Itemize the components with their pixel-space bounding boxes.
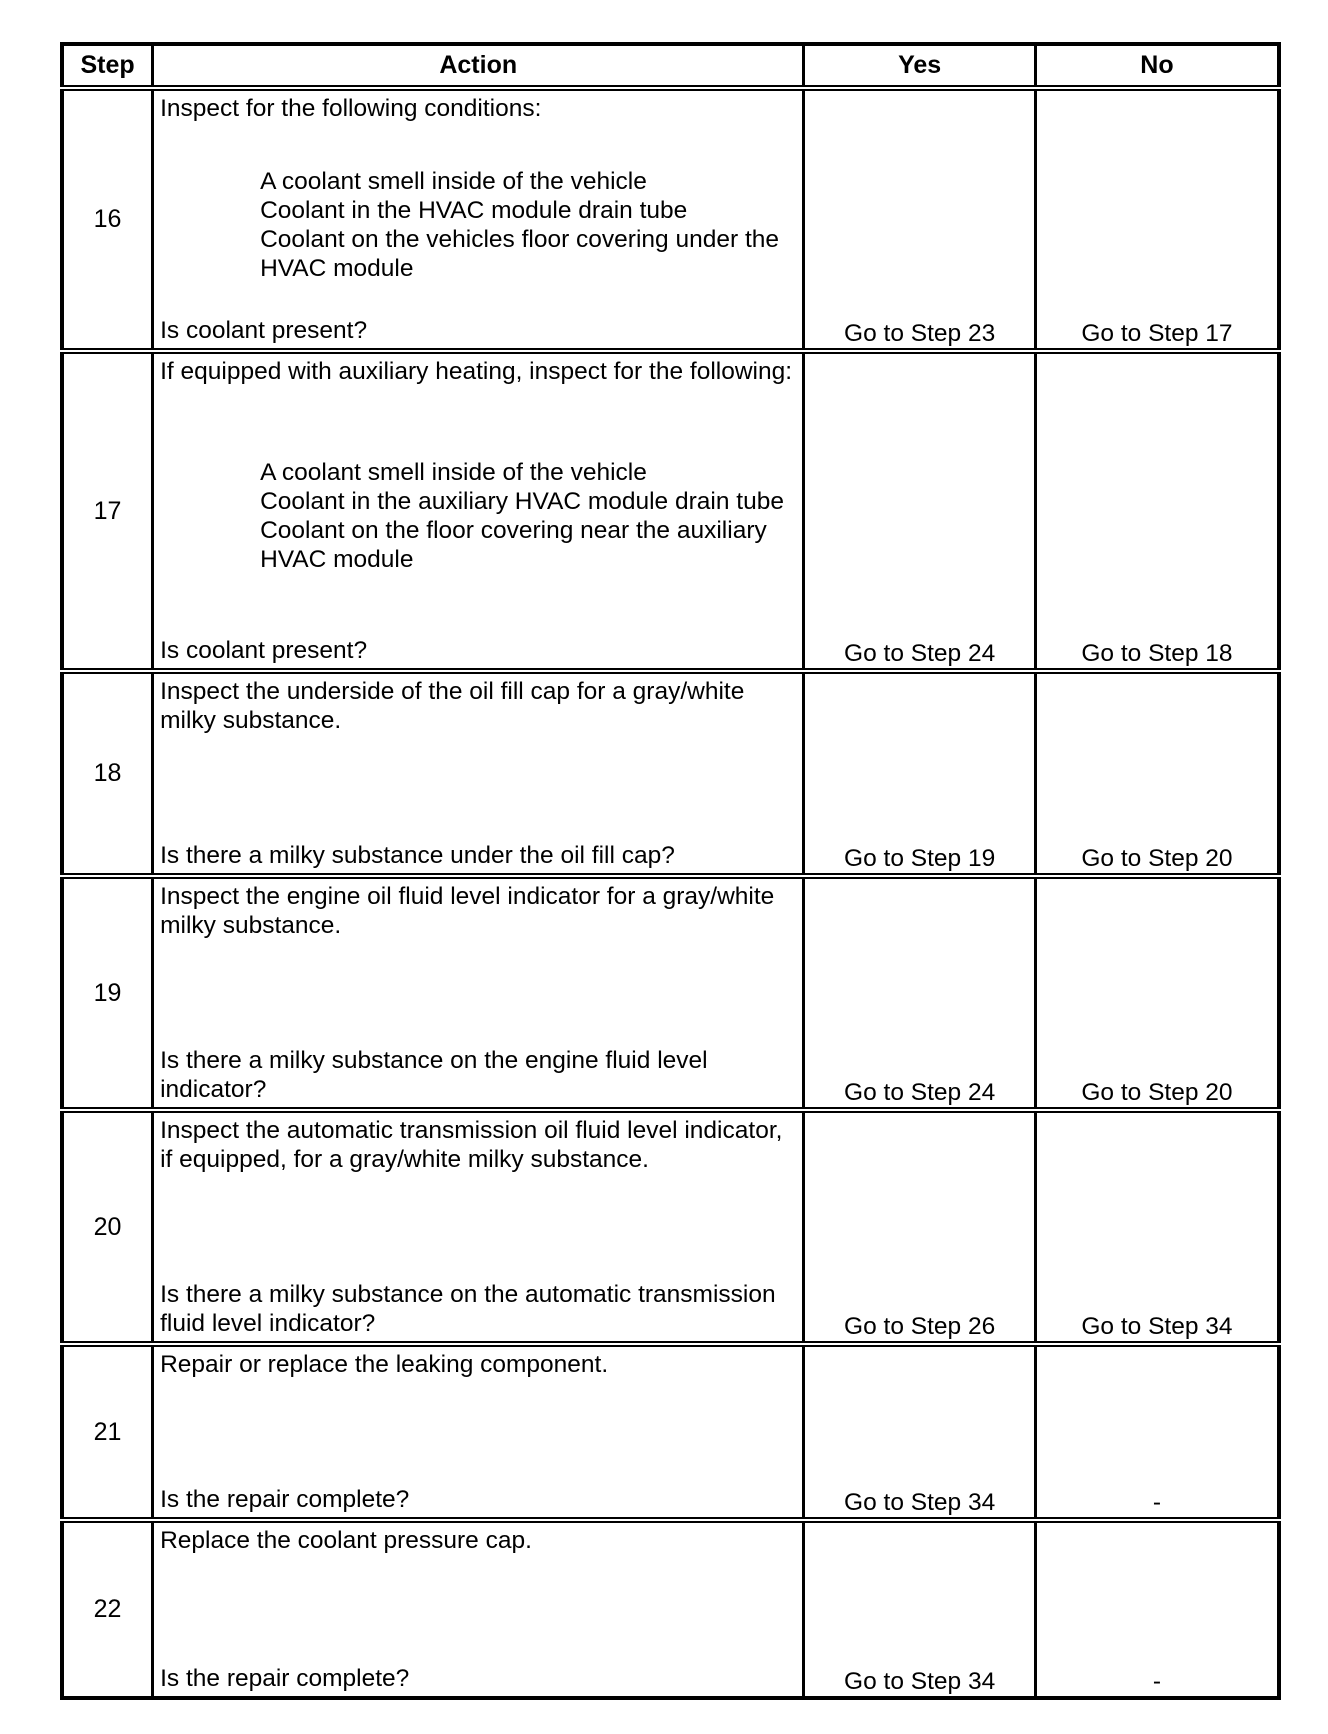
table-header-row <box>62 44 1279 88</box>
no-result: Go to Step 18 <box>1035 351 1279 671</box>
condition-list <box>160 167 794 283</box>
condition-item: Coolant on the floor covering near the auxiliary HVAC module <box>260 517 767 573</box>
table-row-step-16 <box>62 88 1279 351</box>
condition-item: Coolant on the vehicles floor covering under the HVAC module <box>260 225 779 282</box>
step-number: 20 <box>62 1110 153 1344</box>
step-number: 16 <box>62 88 153 351</box>
action-question: Is there a milky substance under the oil fill cap? <box>160 842 675 869</box>
action-question: Is the repair complete? <box>160 1665 410 1692</box>
action-question: Is there a milky substance on the engine fluid level indicator? <box>160 1047 708 1103</box>
action-question: Is the repair complete? <box>160 1486 410 1513</box>
table-row-step-21 <box>62 1344 1279 1520</box>
header-no: No <box>1035 44 1279 88</box>
no-result: Go to Step 17 <box>1035 88 1279 351</box>
diagnostic-steps-table <box>60 42 1281 1700</box>
no-result: - <box>1035 1520 1279 1698</box>
action-instruction: Repair or replace the leaking component. <box>160 1351 609 1378</box>
no-result: Go to Step 20 <box>1035 876 1279 1110</box>
action-question: Is coolant present? <box>160 637 368 664</box>
table-row-step-19 <box>62 876 1279 1110</box>
action-instruction: Inspect for the following conditions: <box>160 95 542 122</box>
table-row-step-17 <box>62 351 1279 671</box>
action-cell <box>153 1110 804 1344</box>
yes-result: Go to Step 26 <box>804 1110 1036 1344</box>
action-question: Is there a milky substance on the automatic transmission fluid level indicator? <box>160 1281 776 1337</box>
step-number: 19 <box>62 876 153 1110</box>
yes-result: Go to Step 19 <box>804 671 1036 876</box>
action-cell <box>153 1344 804 1520</box>
table-row-step-22 <box>62 1520 1279 1698</box>
header-action: Action <box>153 44 804 88</box>
yes-result: Go to Step 34 <box>804 1344 1036 1520</box>
no-result: Go to Step 34 <box>1035 1110 1279 1344</box>
yes-result: Go to Step 34 <box>804 1520 1036 1698</box>
no-result: Go to Step 20 <box>1035 671 1279 876</box>
action-cell <box>153 88 804 351</box>
action-instruction: Inspect the automatic transmission oil fluid level indicator, if equipped, for a gray/white milky substance. <box>160 1117 783 1173</box>
header-step: Step <box>62 44 153 88</box>
action-instruction: If equipped with auxiliary heating, inspect for the following: <box>160 358 793 385</box>
yes-result: Go to Step 24 <box>804 876 1036 1110</box>
action-cell <box>153 351 804 671</box>
yes-result: Go to Step 24 <box>804 351 1036 671</box>
action-instruction: Inspect the underside of the oil fill cap for a gray/white milky substance. <box>160 678 745 734</box>
action-cell <box>153 876 804 1110</box>
no-result: - <box>1035 1344 1279 1520</box>
condition-item: Coolant in the auxiliary HVAC module drain tube <box>260 488 784 515</box>
table-row-step-18 <box>62 671 1279 876</box>
action-cell <box>153 671 804 876</box>
condition-list <box>160 458 794 574</box>
action-instruction: Inspect the engine oil fluid level indicator for a gray/white milky substance. <box>160 883 775 939</box>
action-instruction: Replace the coolant pressure cap. <box>160 1527 532 1554</box>
step-number: 21 <box>62 1344 153 1520</box>
condition-item: Coolant in the HVAC module drain tube <box>260 196 688 224</box>
action-cell <box>153 1520 804 1698</box>
table-row-step-20 <box>62 1110 1279 1344</box>
action-question: Is coolant present? <box>160 317 368 344</box>
diagnostic-document <box>60 42 1281 1700</box>
condition-item: A coolant smell inside of the vehicle <box>260 167 647 195</box>
step-number: 18 <box>62 671 153 876</box>
step-number: 22 <box>62 1520 153 1698</box>
step-number: 17 <box>62 351 153 671</box>
header-yes: Yes <box>804 44 1036 88</box>
yes-result: Go to Step 23 <box>804 88 1036 351</box>
condition-item: A coolant smell inside of the vehicle <box>260 459 647 486</box>
